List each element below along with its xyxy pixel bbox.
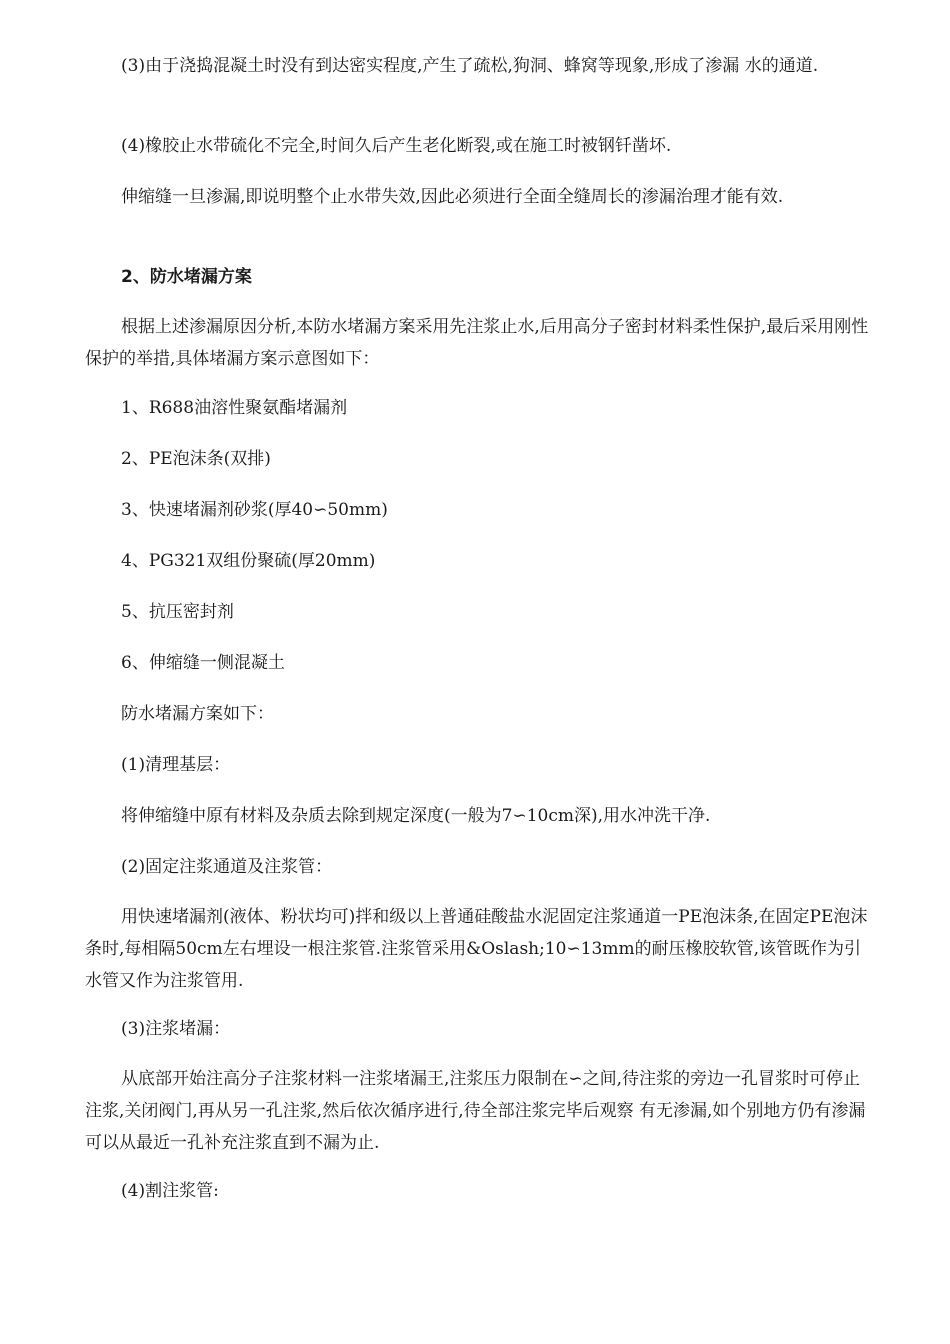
paragraph-cause-3: (3)由于浇捣混凝土时没有到达密实程度,产生了疏松,狗洞、蜂窝等现象,形成了渗漏 水的通道.: [121, 56, 819, 76]
paragraph-conclusion: 伸缩缝一旦渗漏,即说明整个止水带失效,因此必须进行全面全缝周长的渗漏治理才能有效.: [121, 187, 784, 207]
paragraph-plan-steps-intro: 防水堵漏方案如下：: [121, 704, 274, 724]
list-item-1: 1、R688油溶性聚氨酯堵漏剂: [121, 398, 348, 418]
list-item-3: 3、快速堵漏剂砂浆(厚40∽50mm): [121, 500, 388, 520]
list-item-5: 5、抗压密封剂: [121, 602, 234, 622]
list-item-4: 4、PG321双组份聚硫(厚20mm): [121, 551, 376, 571]
step-heading-3: (3)注浆堵漏：: [121, 1019, 231, 1039]
step-2-body: 用快速堵漏剂(液体、粉状均可)拌和级以上普通硅酸盐水泥固定注浆通道一PE泡沫条,在固定PE泡沫条时,每相隔50cm左右埋设一根注浆管.注浆管采用&Oslash;10∽13mm的耐压橡胶软管,该管既作为引水管又作为注浆管用.: [85, 907, 868, 991]
paragraph-cause-4: (4)橡胶止水带硫化不完全,时间久后产生老化断裂,或在施工时被钢钎凿坏.: [121, 136, 672, 156]
step-heading-2: (2)固定注浆通道及注浆管：: [121, 857, 333, 877]
paragraph-plan-intro: 根据上述渗漏原因分析,本防水堵漏方案采用先注浆止水,后用高分子密封材料柔性保护,最后采用刚性保护的举措,具体堵漏方案示意图如下：: [85, 317, 869, 369]
list-item-6: 6、伸缩缝一侧混凝土: [121, 653, 285, 673]
step-1-body: 将伸缩缝中原有材料及杂质去除到规定深度(一般为7∽10cm深),用水冲洗干净.: [121, 806, 711, 826]
step-heading-4: (4)割注浆管:: [121, 1181, 219, 1201]
step-3-body: 从底部开始注高分子注浆材料一注浆堵漏王,注浆压力限制在∽之间,待注浆的旁边一孔冒浆时可停止注浆,关闭阀门,再从另一孔注浆,然后依次循序进行,待全部注浆完毕后观察 有无渗漏,如个别地方仍有渗漏可以从最近一孔补充注浆直到不漏为止.: [85, 1069, 866, 1153]
step-heading-1: (1)清理基层：: [121, 755, 231, 775]
list-item-2: 2、PE泡沫条(双排): [121, 449, 271, 469]
section-heading-plan: 2、防水堵漏方案: [121, 267, 252, 287]
